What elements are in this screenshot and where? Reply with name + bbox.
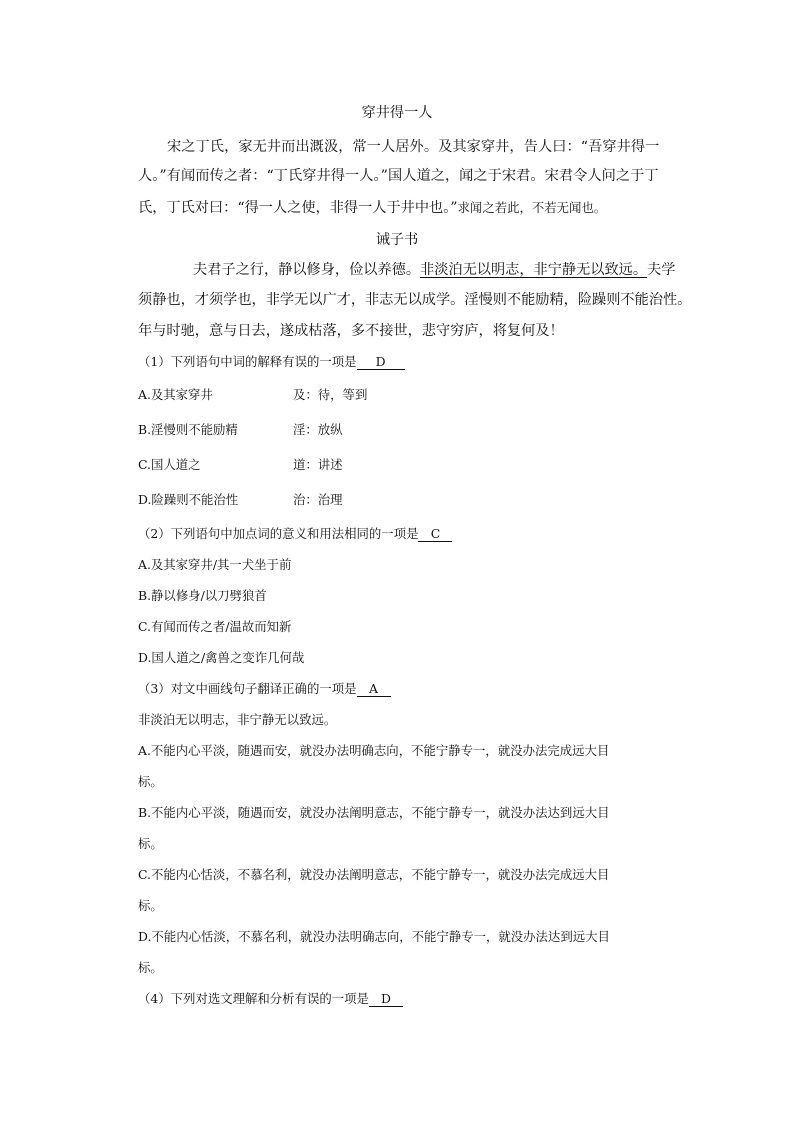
q1-stem (138, 356, 405, 370)
q1-option-d: D.险躁则不能治性 (138, 492, 239, 507)
passage1-title: 穿井得一人 (361, 105, 433, 121)
q2-option-c: C.有闻而传之者/温故而知新 (138, 619, 292, 634)
q3-option-d-line-2: 标。 (138, 960, 163, 975)
q3-option-c-line-1: C.不能内心恬淡，不慕名利，就没办法阐明意志，不能宁静专一，就没办法完成远大目 (138, 867, 610, 882)
q3-answer-blank: A (357, 683, 391, 697)
q3-option-c-line-2: 标。 (138, 898, 163, 913)
passage2-line-2: 须静也，才须学也，非学无以广才，非志无以成学。淫慢则不能励精，险躁则不能治性。 (138, 292, 692, 308)
q3-option-a-line-1: A.不能内心平淡，随遇而安，就没办法明确志向，不能宁静专一，就没办法完成远大目 (138, 743, 610, 758)
passage2-title: 诫子书 (375, 232, 419, 248)
q3-option-a-line-2: 标。 (138, 774, 163, 789)
passage2-line-1-start: 夫君子之行，静以修身，俭以养德。 (193, 262, 421, 278)
q1-option-c: C.国人道之 (138, 457, 201, 472)
q1-option-b: B.淫慢则不能励精 (138, 422, 238, 437)
q3-option-b-line-1: B.不能内心平淡，随遇而安，就没办法阐明意志，不能宁静专一，就没办法达到远大目 (138, 805, 610, 820)
q1-option-a-gloss: 及：待，等到 (293, 387, 368, 402)
passage1-line-3-tail: 求闻之若此，不若无闻也。 (457, 200, 607, 215)
q1-answer-blank: D (357, 356, 405, 370)
passage2-line-3: 年与时驰，意与日去，遂成枯落，多不接世，悲守穷庐，将复何及！ (138, 323, 564, 339)
q1-option-d-gloss: 治：治理 (293, 492, 343, 507)
q4-stem (138, 993, 403, 1007)
underlined-sentence: 非淡泊无以明志，非宁静无以致远。 (420, 262, 648, 278)
q4-stem-text: （4）下列对选文理解和分析有误的一项是 (138, 991, 369, 1006)
passage1-line-3-main: 氏，丁氏对曰：“得一人之使，非得一人于井中也。” (138, 200, 458, 216)
q2-option-a: A.及其家穿井/其一犬坐于前 (138, 557, 292, 572)
passage1-line-2: 人。”有闻而传之者：“丁氏穿井得一人。”国人道之，闻之于宋君。宋君令人问之于丁 (138, 168, 659, 184)
q4-answer-blank: D (369, 993, 403, 1007)
q2-answer-blank: C (418, 528, 452, 542)
q1-option-a: A.及其家穿井 (138, 387, 213, 402)
q1-stem-text: （1）下列语句中词的解释有误的一项是 (138, 354, 357, 369)
passage2-line-1-end: 夫学 (647, 262, 676, 278)
q3-sentence: 非淡泊无以明志，非宁静无以致远。 (138, 712, 337, 727)
passage1-line-1: 宋之丁氏，家无井而出溉汲，常一人居外。及其家穿井，告人曰：“吾穿井得一 (167, 139, 660, 155)
q3-stem-text: （3）对文中画线句子翻译正确的一项是 (138, 681, 357, 696)
q2-stem-text: （2）下列语句中加点词的意义和用法相同的一项是 (138, 526, 419, 541)
q3-option-d-line-1: D.不能内心恬淡，不慕名利，就没办法明确志向，不能宁静专一，就没办法达到远大目 (138, 929, 610, 944)
q3-option-b-line-2: 标。 (138, 836, 163, 851)
q2-option-d: D.国人道之/禽兽之变诈几何哉 (138, 650, 305, 665)
q2-option-b: B.静以修身/以刀劈狼首 (138, 588, 267, 603)
passage1-line-3 (138, 199, 606, 215)
q1-option-c-gloss: 道：讲述 (293, 457, 343, 472)
q2-stem (138, 528, 452, 542)
passage2-line-1 (193, 263, 675, 277)
q1-option-b-gloss: 淫：放纵 (293, 422, 343, 437)
q3-stem (138, 683, 391, 697)
